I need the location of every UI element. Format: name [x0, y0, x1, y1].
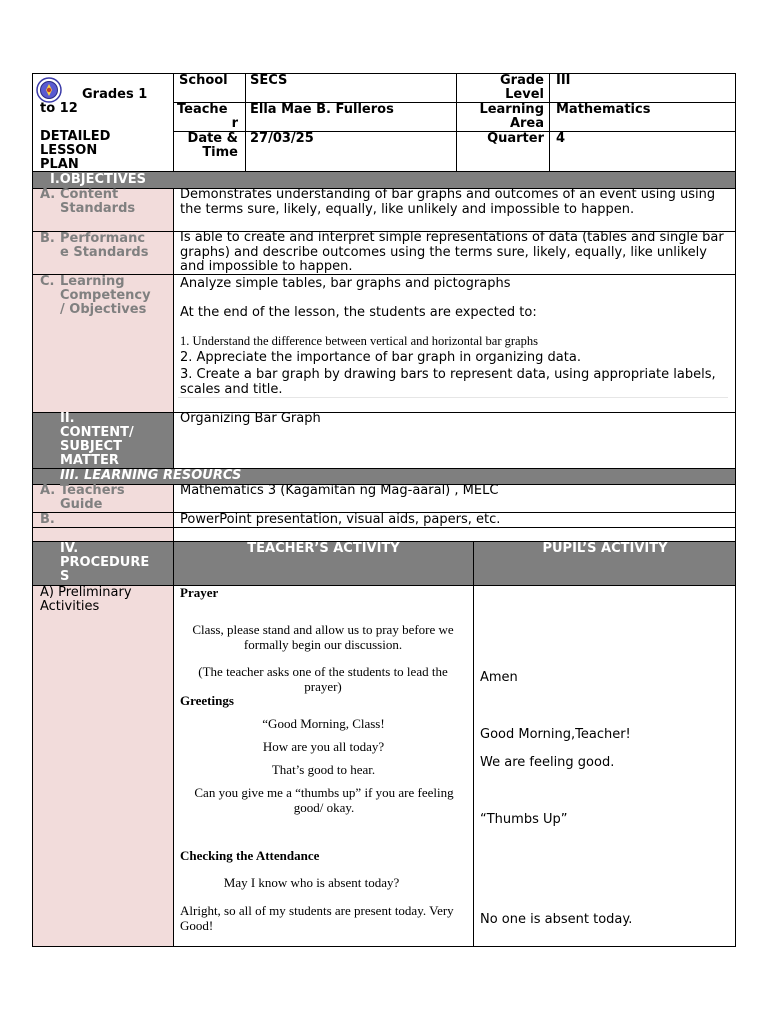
- objective-a-letter: A.: [40, 187, 56, 202]
- dll-title-line: DETAILED: [40, 129, 111, 144]
- pupil-response: Good Morning,Teacher!: [480, 727, 631, 742]
- grade-level-value: III: [556, 73, 571, 88]
- learning-area-value: Mathematics: [556, 102, 651, 117]
- pupil-response: Amen: [480, 670, 518, 685]
- dll-title-line: LESSON: [40, 143, 98, 158]
- procedures-label: PROCEDURE: [60, 555, 150, 570]
- divider: [178, 397, 728, 398]
- performance-standards-text: Is able to create and interpret simple representations of data (tables and single bar graphs) and describe outcomes using the terms sure, likely, equally, like unlikely and impossible to happen.: [180, 230, 724, 274]
- objective-a-label: Standards: [60, 201, 136, 216]
- divider: [173, 412, 174, 469]
- greeting-line: How are you all today?: [262, 739, 385, 754]
- date-value: 27/03/25: [250, 131, 314, 146]
- pupil-response: We are feeling good.: [480, 755, 615, 770]
- step-label: Activities: [40, 599, 100, 614]
- objective-c-label: Competency: [60, 288, 151, 303]
- grades-label: Grades 1: [82, 87, 148, 102]
- teacher-activity-header: TEACHER’S ACTIVITY: [247, 541, 400, 556]
- objective-b-label: Performanc: [60, 231, 146, 246]
- pupil-activity-header: PUPIL’S ACTIVITY: [542, 541, 668, 556]
- resource-a-label: Teachers: [60, 483, 125, 498]
- prayer-note: (The teacher asks one of the students to lead the prayer): [198, 664, 448, 694]
- divider: [245, 73, 246, 172]
- resources-title: III. LEARNING RESOURCS: [60, 468, 242, 483]
- greeting-line: That’s good to hear.: [271, 762, 376, 777]
- content-label: MATTER: [60, 453, 119, 468]
- objective-b-label: e Standards: [60, 245, 149, 260]
- objectives-intro: At the end of the lesson, the students are expected to:: [180, 305, 537, 320]
- resource-a-label: Guide: [60, 497, 103, 512]
- objective-c-label: / Objectives: [60, 302, 147, 317]
- pupil-response: “Thumbs Up”: [480, 812, 568, 827]
- pupil-response: No one is absent today.: [480, 912, 633, 927]
- learning-area-label: Learning: [479, 102, 544, 117]
- greeting-line: Can you give me a “thumbs up” if you are feeling good/ okay.: [194, 785, 454, 815]
- quarter-value: 4: [556, 131, 566, 146]
- objectives-title: I.OBJECTIVES: [50, 172, 147, 187]
- objective-c-letter: C.: [40, 274, 55, 289]
- greeting-line: “Good Morning, Class!: [262, 716, 385, 731]
- content-label: CONTENT/: [60, 425, 134, 440]
- school-value: SECS: [250, 73, 288, 88]
- resource-b-letter: B.: [40, 512, 55, 527]
- content-label: II.: [60, 411, 75, 426]
- prayer-heading: Prayer: [180, 585, 219, 600]
- grade-level-label: Grade: [500, 73, 544, 88]
- resource-a-letter: A.: [40, 483, 56, 498]
- attendance-heading: Checking the Attendance: [180, 848, 320, 863]
- dll-title-line: PLAN: [40, 157, 79, 172]
- grades-label-cont: to 12: [40, 101, 78, 116]
- procedures-label: S: [60, 569, 70, 584]
- step-label: A) Preliminary: [40, 585, 132, 600]
- school-label: School: [179, 73, 228, 88]
- content-table: [32, 412, 736, 469]
- procedures-label: IV.: [60, 541, 79, 556]
- quarter-label: Quarter: [487, 131, 544, 146]
- divider: [173, 188, 174, 413]
- prayer-text: Class, please stand and allow us to pray before we formally begin our discussion.: [192, 622, 454, 652]
- attendance-line: Alright, so all of my students are present today. Very Good!: [180, 903, 454, 933]
- divider: [549, 73, 550, 172]
- teacher-label: r: [231, 116, 238, 131]
- attendance-line: May I know who is absent today?: [223, 875, 400, 890]
- content-label: SUBJECT: [60, 439, 122, 454]
- objective-b-letter: B.: [40, 231, 55, 246]
- learning-area-label: Area: [509, 116, 544, 131]
- teachers-guide-text: Mathematics 3 (Kagamitan ng Mag-aaral) , MELC: [180, 483, 499, 498]
- objective-item: 1. Understand the difference between vertical and horizontal bar graphs: [180, 334, 538, 348]
- other-resources-text: PowerPoint presentation, visual aids, papers, etc.: [180, 512, 501, 527]
- teacher-value: Ella Mae B. Fulleros: [250, 102, 394, 117]
- content-text: Organizing Bar Graph: [180, 411, 321, 426]
- divider: [32, 527, 736, 528]
- objective-item: 3. Create a bar graph by drawing bars to represent data, using appropriate labels, scales and title.: [180, 367, 716, 397]
- competency-text: Analyze simple tables, bar graphs and pictographs: [180, 276, 511, 291]
- date-label: Date &: [187, 131, 238, 146]
- content-standards-text: Demonstrates understanding of bar graphs and outcomes of an event using using the terms sure, likely, equally, like unlikely and impossible to happen.: [180, 187, 716, 217]
- teacher-label: Teache: [177, 102, 228, 117]
- divider: [173, 484, 174, 542]
- objective-item: 2. Appreciate the importance of bar graph in organizing data.: [180, 350, 581, 365]
- deped-seal-icon: [36, 77, 62, 103]
- date-label: Time: [202, 145, 238, 160]
- objective-a-label: Content: [60, 187, 119, 202]
- objective-c-label: Learning: [60, 274, 125, 289]
- grade-level-label: Level: [505, 87, 544, 102]
- greetings-heading: Greetings: [180, 693, 234, 708]
